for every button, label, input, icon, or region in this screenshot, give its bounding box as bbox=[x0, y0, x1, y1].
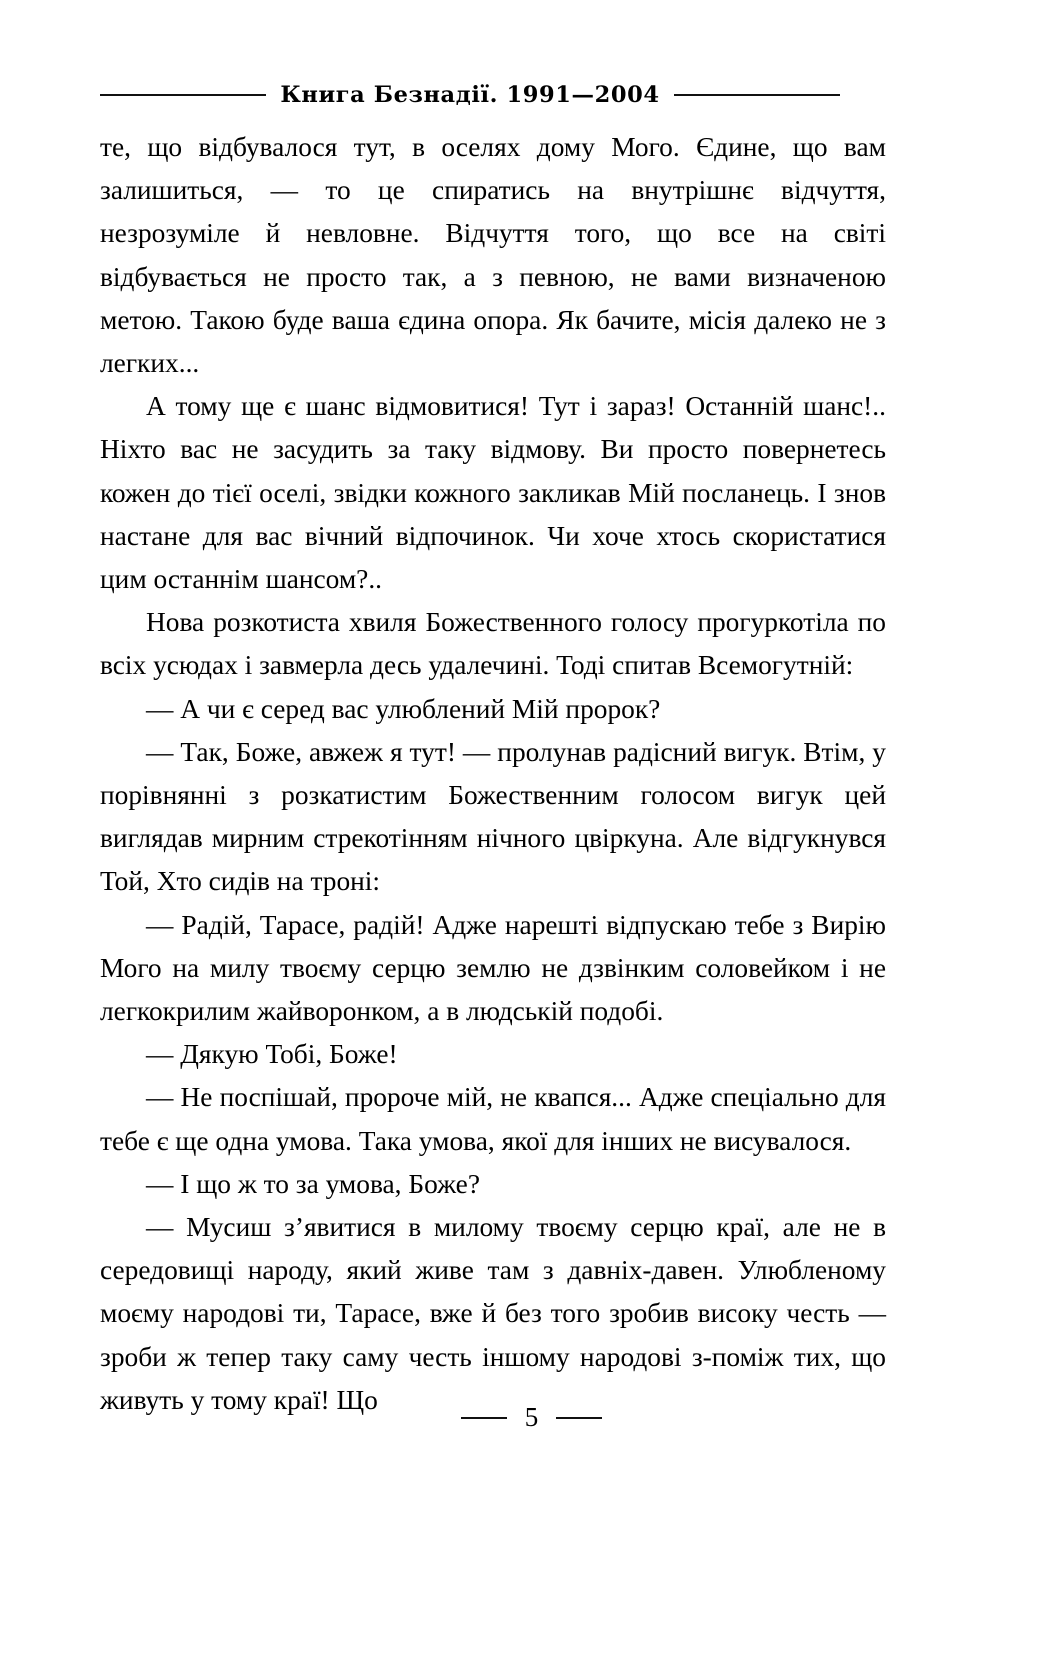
running-header bbox=[100, 84, 840, 107]
dialogue-line: — Мусиш з’явитися в милому твоєму серцю краї, але не в середовищі народу, який живе там з давніх-давен. Улюбленому моєму народові ти, Тарасе, вже й без того зробив високу честь — зроби ж тепер таку саму честь іншому народові з-поміж тих, що живуть у тому краї! Що bbox=[100, 1212, 886, 1415]
running-header-title: Книга Безнадії. 1991—2004 bbox=[280, 82, 660, 108]
header-rule-right bbox=[674, 94, 840, 96]
page-footer bbox=[0, 1404, 1063, 1431]
folio-rule-left bbox=[461, 1417, 507, 1419]
body-text-block bbox=[100, 126, 886, 1422]
page-number: 5 bbox=[524, 1402, 539, 1432]
folio-rule-right bbox=[556, 1417, 602, 1419]
header-rule-left bbox=[100, 94, 266, 96]
paragraph-continuation: те, що відбувалося тут, в оселях дому Мого. Єдине, що вам залишиться, — то це спиратись на внутрішнє відчуття, незрозуміле й невловне. Відчуття того, що все на світі відбувається не просто так, а з певною, не вами визначеною метою. Такою буде ваша єдина опора. Як бачите, місія далеко не з легких... bbox=[100, 132, 886, 379]
paragraph: А тому ще є шанс відмовитися! Тут і зараз! Останній шанс!.. Ніхто вас не засудить за таку відмову. Ви просто повернетесь кожен до тієї оселі, звідки кожного закликав Мій посланець. І знов настане для вас вічний відпочинок. Чи хоче хтось скористатися цим останнім шансом?.. bbox=[100, 391, 886, 595]
dialogue-line: — А чи є серед вас улюблений Мій пророк? bbox=[146, 693, 661, 724]
dialogue-line: — Так, Боже, авжеж я тут! — пролунав радісний вигук. Втім, у порівнянні з розкатистим Божественним голосом вигук цей виглядав мирним стрекотінням нічного цвіркуна. Але відгукнувся Той, Хто сидів на троні: bbox=[100, 736, 886, 897]
dialogue-line: — Не поспішай, пророче мій, не квапся... Адже спеціально для тебе є ще одна умова. Така умова, якої для інших не висувалося. bbox=[100, 1082, 886, 1156]
dialogue-line: — Дякую Тобі, Боже! bbox=[146, 1039, 398, 1070]
dialogue-line: — Радій, Тарасе, радій! Адже нарешті відпускаю тебе з Вирію Мого на милу твоєму серцю землю не дзвінким соловейком і не легкокрилим жайворонком, а в людській подобі. bbox=[100, 909, 886, 1027]
dialogue-line: — І що ж то за умова, Боже? bbox=[146, 1168, 480, 1199]
paragraph: Нова розкотиста хвиля Божественного голосу прогуркотіла по всіх усюдах і завмерла десь удалечині. Тоді спитав Всемогутній: bbox=[100, 607, 886, 681]
